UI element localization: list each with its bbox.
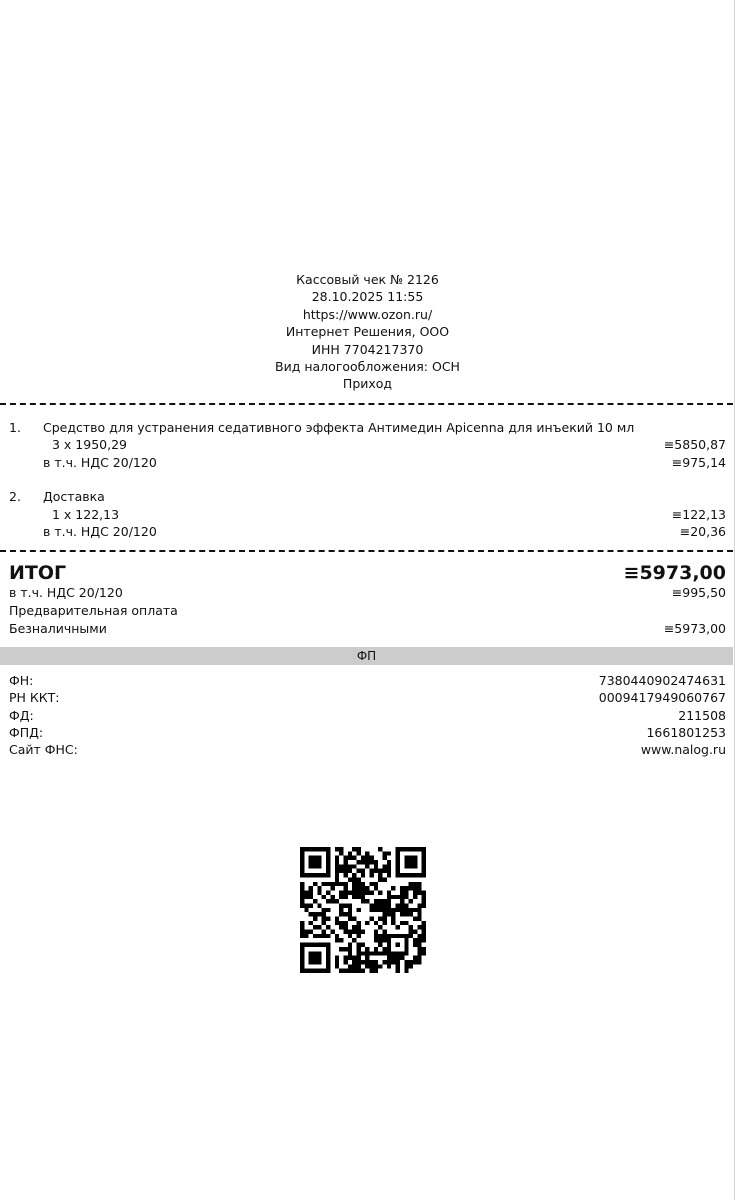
item-1-number: 1. xyxy=(9,420,21,435)
receipt-datetime: 28.10.2025 11:55 xyxy=(311,289,424,305)
item-2-qty-row xyxy=(0,506,726,524)
seller-inn: ИНН 7704217370 xyxy=(311,341,424,357)
seller-company: Интернет Решения, ООО xyxy=(285,324,450,340)
prepayment-label: Предварительная оплата xyxy=(9,603,178,618)
total-vat-amount: ≡995,50 xyxy=(671,585,726,600)
operation-type: Приход xyxy=(342,376,393,392)
receipt-header xyxy=(0,271,735,393)
rn-value: 0009417949060767 xyxy=(598,690,726,705)
item-2-name: Доставка xyxy=(43,489,105,504)
fns-site-row xyxy=(0,741,726,759)
item-1-amount: ≡5850,87 xyxy=(663,437,726,452)
fpd-label: ФПД: xyxy=(9,725,44,740)
total-label: ИТОГ xyxy=(9,562,67,584)
total-row xyxy=(0,561,726,585)
item-2-vat-label: в т.ч. НДС 20/120 xyxy=(43,524,157,539)
separator-bottom xyxy=(0,550,733,552)
prepayment-row xyxy=(0,602,726,620)
item-1-quantity-price: 3 х 1950,29 xyxy=(52,437,127,452)
fn-value: 7380440902474631 xyxy=(598,673,726,688)
fns-site-label: Сайт ФНС: xyxy=(9,742,78,757)
item-1-name: Средство для устранения седативного эффекта Антимедин Apicenna для инъекий 10 мл xyxy=(43,420,635,435)
total-vat-row xyxy=(0,584,726,602)
item-1-title-row xyxy=(0,419,726,437)
fd-label: ФД: xyxy=(9,708,34,723)
seller-website: https://www.ozon.ru/ xyxy=(302,306,433,322)
fiscal-section-bar: ФП xyxy=(0,647,733,665)
fn-label: ФН: xyxy=(9,673,34,688)
total-vat-label: в т.ч. НДС 20/120 xyxy=(9,585,123,600)
item-1-vat-label: в т.ч. НДС 20/120 xyxy=(43,455,157,470)
cashless-amount: ≡5973,00 xyxy=(663,621,726,636)
item-2-vat-amount: ≡20,36 xyxy=(679,524,726,539)
item-1-vat-row xyxy=(0,454,726,472)
fd-value: 211508 xyxy=(678,708,726,723)
item-2-title-row xyxy=(0,488,726,506)
item-2-amount: ≡122,13 xyxy=(671,507,726,522)
fd-row xyxy=(0,707,726,725)
tax-system: Вид налогообложения: ОСН xyxy=(275,359,460,375)
item-2-quantity-price: 1 х 122,13 xyxy=(52,507,120,522)
receipt-title: Кассовый чек № 2126 xyxy=(296,272,439,287)
cashless-row xyxy=(0,620,726,638)
item-1-qty-row xyxy=(0,436,726,454)
item-1-vat-amount: ≡975,14 xyxy=(671,455,726,470)
rn-row xyxy=(0,689,726,707)
rn-label: РН ККТ: xyxy=(9,690,60,705)
fpd-value: 1661801253 xyxy=(646,725,726,740)
item-2-number: 2. xyxy=(9,489,21,504)
fns-site-value: www.nalog.ru xyxy=(640,742,726,757)
cashless-label: Безналичными xyxy=(9,621,107,636)
item-2-vat-row xyxy=(0,523,726,541)
separator-top xyxy=(0,403,733,405)
total-amount: ≡5973,00 xyxy=(623,562,726,584)
fpd-row xyxy=(0,724,726,742)
qr-code-icon xyxy=(300,847,426,973)
fn-row xyxy=(0,672,726,690)
